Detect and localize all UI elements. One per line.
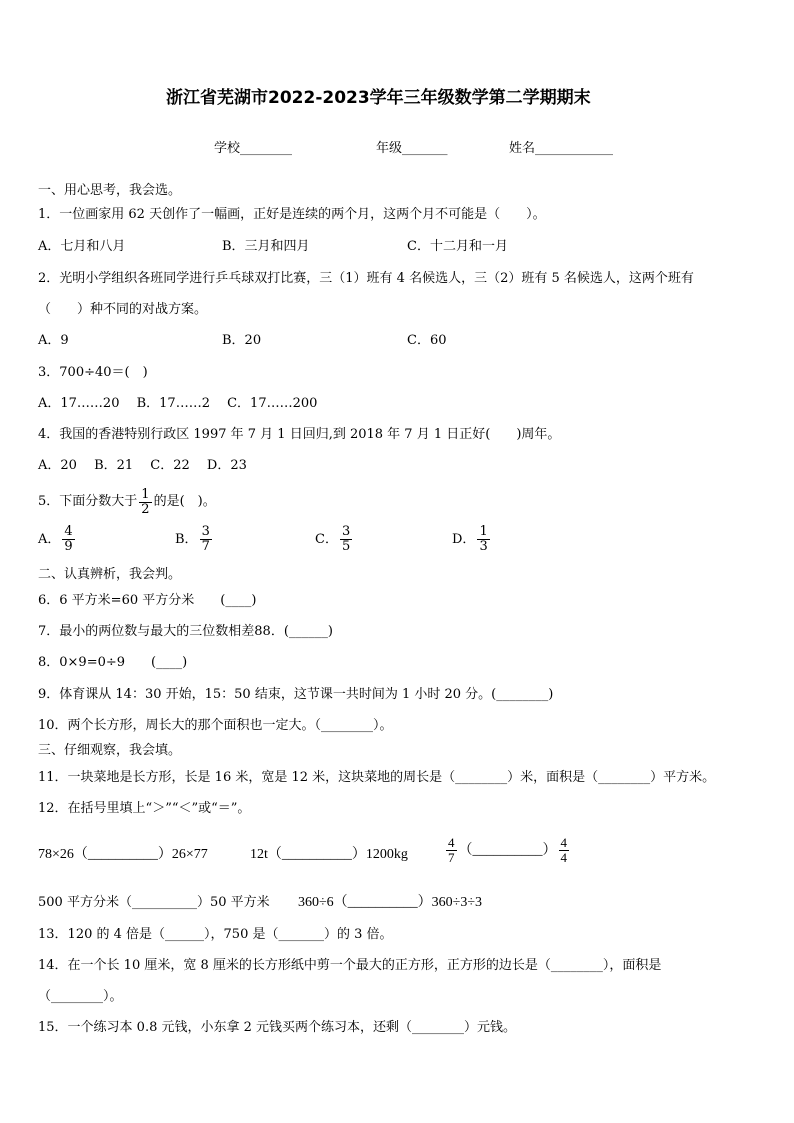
question-4: 4．我国的香港特别行政区 1997 年 7 月 1 日回归,到 2018 年 7 月 1 日正好( )周年。: [38, 427, 561, 442]
question-9: 9．体育课从 14：30 开始，15：50 结束，这节课一共时间为 1 小时 20 分。(________): [38, 687, 554, 702]
question-6: 6．6 平方米=60 平方分米 (____): [38, 593, 257, 608]
page-title: 浙江省芜湖市2022-2023学年三年级数学第二学期期末: [166, 88, 591, 108]
q2-option-c[interactable]: C．60: [407, 333, 447, 348]
question-14-cont: （________）。: [38, 989, 123, 1004]
q5-prefix: 5．下面分数大于: [38, 494, 138, 509]
question-7: 7．最小的两位数与最大的三位数相差88．(______): [38, 624, 333, 639]
question-11: 11．一块菜地是长方形，长是 16 米，宽是 12 米，这块菜地的周长是（________）米，面积是（________）平方米。: [38, 770, 716, 785]
name-field[interactable]: 姓名____________: [509, 141, 614, 156]
question-1: 1．一位画家用 62 天创作了一幅画，正好是连续的两个月，这两个月不可能是（ ）。: [38, 207, 546, 222]
question-10: 10．两个长方形，周长大的那个面积也一定大。（________）。: [38, 718, 393, 733]
q2-option-a[interactable]: A．9: [38, 333, 69, 348]
q1-option-a[interactable]: A．七月和八月: [38, 239, 126, 254]
q5-option-b[interactable]: B． $\frac{3}{7}$: [175, 524, 210, 554]
q5-suffix: 的是( )。: [153, 494, 216, 509]
question-13: 13．120 的 4 倍是（______），750 是（_______）的 3 倍。: [38, 927, 393, 942]
q5-option-a[interactable]: A． $\frac{4}{9}$: [38, 524, 73, 554]
q5-fraction: $\frac{1}{2}$: [141, 486, 150, 517]
q2-option-b[interactable]: B．20: [222, 333, 262, 348]
q1-option-c[interactable]: C．十二月和一月: [407, 239, 508, 254]
q12-compare-5[interactable]: 360÷6（__________）360÷3÷3: [298, 895, 483, 910]
school-field[interactable]: 学校________: [214, 141, 293, 156]
question-15: 15．一个练习本 0.8 元钱，小东拿 2 元钱买两个练习本，还剩（________）元钱。: [38, 1020, 517, 1035]
question-2-cont: （ ）种不同的对战方案。: [38, 302, 208, 317]
section-heading: 二、认真辨析，我会判。: [38, 567, 182, 582]
q12-compare-1[interactable]: 78×26（__________）26×77: [38, 847, 208, 862]
q1-option-b[interactable]: B．三月和四月: [222, 239, 310, 254]
question-12: 12．在括号里填上“＞”“＜”或“＝”。: [38, 801, 251, 816]
question-3: 3．700÷40＝( ): [38, 365, 148, 380]
question-8: 8．0×9=0÷9 (____): [38, 655, 188, 670]
q12-compare-4[interactable]: 500 平方分米（__________）50 平方米: [38, 895, 270, 910]
q3-options[interactable]: A．17……20 B．17……2 C．17……200: [38, 396, 318, 411]
question-2: 2．光明小学组织各班同学进行乒乓球双打比赛，三（1）班有 4 名候选人，三（2）班有 5 名候选人，这两个班有: [38, 271, 694, 286]
q12-compare-2[interactable]: 12t（__________）1200kg: [250, 847, 408, 862]
q4-options[interactable]: A．20 B．21 C．22 D．23: [38, 458, 247, 473]
q5-option-c[interactable]: C． $\frac{3}{5}$: [315, 524, 351, 554]
q5-option-d[interactable]: D． $\frac{1}{3}$: [452, 524, 488, 554]
section-heading: 一、用心思考，我会选。: [38, 183, 182, 198]
question-5: [38, 485, 216, 520]
section-heading: 三、仔细观察，我会填。: [38, 743, 182, 758]
question-14: 14．在一个长 10 厘米，宽 8 厘米的长方形纸中剪一个最大的正方形，正方形的边长是（________），面积是: [38, 958, 662, 973]
grade-field[interactable]: 年级_______: [376, 141, 448, 156]
q12-compare-3[interactable]: $\frac{4}{7}$ （__________） $\frac{4}{4}$: [448, 835, 567, 865]
